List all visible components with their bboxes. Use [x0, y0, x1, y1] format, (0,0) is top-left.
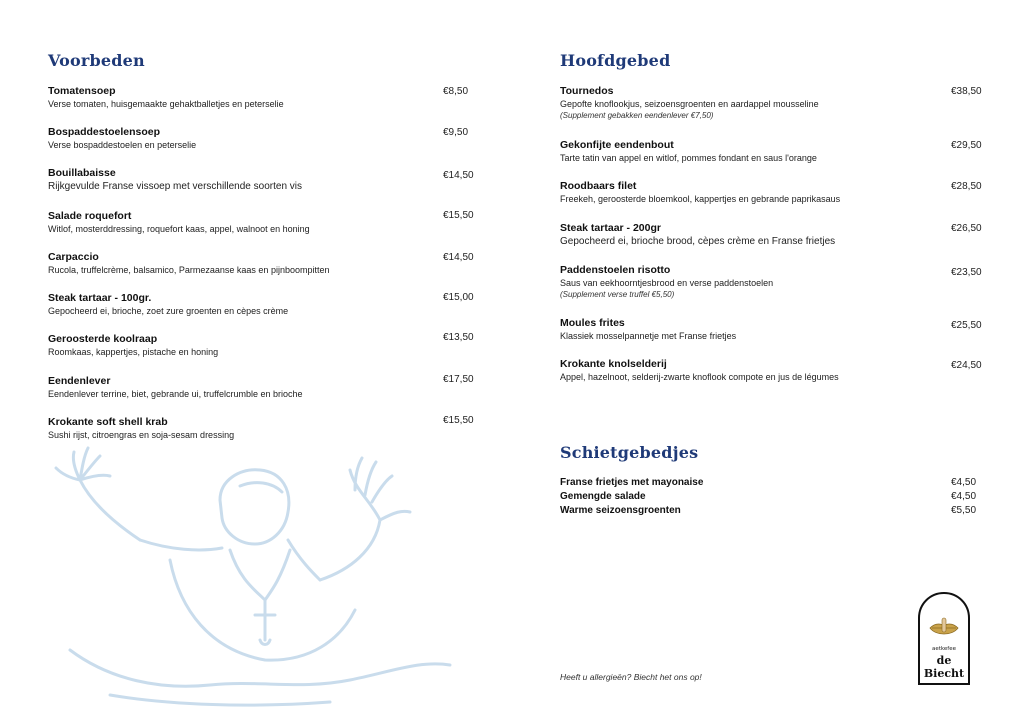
- menu-item: [560, 180, 840, 205]
- item-price: €13,50: [443, 332, 474, 343]
- item-name: Bospaddestoelensoep: [48, 126, 161, 138]
- menu-item: [48, 126, 196, 151]
- item-name: Bouillabaisse: [48, 167, 116, 179]
- side-item-price: €4,50: [951, 477, 977, 488]
- allergy-note: Heeft u allergieën? Biecht het ons op!: [560, 672, 702, 682]
- voorbeden-title: Voorbeden: [48, 51, 145, 70]
- item-price: €14,50: [443, 170, 474, 181]
- menu-item: [560, 358, 839, 383]
- item-desc: Eendenlever terrine, biet, gebrande ui, truffelcrumble en brioche: [48, 389, 303, 399]
- item-price: €23,50: [951, 267, 982, 278]
- item-desc: Rijkgevulde Franse vissoep met verschillende soorten vis: [48, 181, 303, 192]
- item-note: (Supplement verse truffel €5,50): [560, 290, 675, 299]
- item-name: Paddenstoelen risotto: [560, 264, 671, 276]
- item-name: Salade roquefort: [48, 210, 132, 222]
- hoofdgebed-title: Hoofdgebed: [560, 51, 671, 70]
- menu-item: [560, 317, 736, 342]
- menu-item: [48, 416, 234, 441]
- item-desc: Gepocheerd ei, brioche, zoet zure groenten en cèpes crème: [48, 306, 289, 316]
- item-desc: Verse bospaddestoelen en peterselie: [48, 140, 197, 150]
- item-name: Tomatensoep: [48, 85, 116, 97]
- item-price: €15,50: [443, 415, 474, 426]
- item-price: €14,50: [443, 252, 474, 263]
- item-name: Gekonfijte eendenbout: [560, 139, 674, 151]
- item-price: €17,50: [443, 374, 474, 385]
- item-desc: Klassiek mosselpannetje met Franse frietjes: [560, 331, 737, 341]
- menu-item: [560, 139, 817, 164]
- side-item-name: Warme seizoensgroenten: [560, 505, 681, 516]
- menu-item: [48, 292, 288, 317]
- item-price: €26,50: [951, 223, 982, 234]
- item-name: Eendenlever: [48, 375, 111, 387]
- item-name: Carpaccio: [48, 251, 99, 263]
- menu-item: [48, 375, 303, 400]
- item-price: €29,50: [951, 140, 982, 151]
- side-item-name: Gemengde salade: [560, 491, 646, 502]
- item-name: Krokante knolselderij: [560, 358, 667, 370]
- menu-item: [560, 222, 835, 248]
- item-note: (Supplement gebakken eendenlever €7,50): [560, 111, 714, 120]
- item-name: Tournedos: [560, 85, 614, 97]
- item-name: Moules frites: [560, 317, 625, 329]
- menu-item: [48, 167, 302, 193]
- item-name: Geroosterde koolraap: [48, 333, 158, 345]
- item-desc: Roomkaas, kappertjes, pistache en honing: [48, 347, 219, 357]
- item-price: €24,50: [951, 360, 982, 371]
- logo-small-text: aetkefee: [932, 646, 956, 652]
- item-price: €28,50: [951, 181, 982, 192]
- item-desc: Verse tomaten, huisgemaakte gehaktballetjes en peterselie: [48, 99, 284, 109]
- menu-item: [48, 85, 284, 110]
- item-desc: Gepofte knoflookjus, seizoensgroenten en aardappel mousseline: [560, 99, 819, 109]
- item-desc: Witlof, mosterddressing, roquefort kaas, appel, walnoot en honing: [48, 224, 310, 234]
- side-item-name: Franse frietjes met mayonaise: [560, 477, 704, 488]
- menu-item: [560, 85, 819, 121]
- schietgebedjes-title: Schietgebedjes: [560, 443, 699, 462]
- restaurant-logo: [916, 590, 972, 686]
- item-price: €15,50: [443, 210, 474, 221]
- menu-item: [48, 333, 218, 358]
- item-price: €8,50: [443, 86, 469, 97]
- menu-item: [48, 210, 310, 235]
- item-name: Steak tartaar - 100gr.: [48, 292, 152, 304]
- menu-item: [48, 251, 329, 276]
- menu-item: [560, 264, 773, 300]
- monk-illustration: [50, 440, 480, 720]
- item-desc: Rucola, truffelcrème, balsamico, Parmezaanse kaas en pijnboompitten: [48, 265, 330, 275]
- side-item-price: €5,50: [951, 505, 977, 516]
- side-item-price: €4,50: [951, 491, 977, 502]
- item-price: €15,00: [443, 292, 474, 303]
- item-name: Roodbaars filet: [560, 180, 637, 192]
- item-price: €9,50: [443, 127, 469, 138]
- item-desc: Sushi rijst, citroengras en soja-sesam dressing: [48, 430, 235, 440]
- item-name: Steak tartaar - 200gr: [560, 222, 661, 234]
- item-desc: Tarte tatin van appel en witlof, pommes fondant en saus l'orange: [560, 153, 817, 163]
- item-desc: Freekeh, geroosterde bloemkool, kappertjes en gebrande paprikasaus: [560, 194, 841, 204]
- item-desc: Saus van eekhoorntjesbrood en verse paddenstoelen: [560, 278, 774, 288]
- item-name: Krokante soft shell krab: [48, 416, 168, 428]
- item-price: €25,50: [951, 320, 982, 331]
- item-desc: Appel, hazelnoot, selderij-zwarte knoflook compote en jus de légumes: [560, 372, 839, 382]
- logo-name-text: de Biecht: [923, 654, 965, 680]
- item-price: €38,50: [951, 86, 982, 97]
- item-desc: Gepocheerd ei, brioche brood, cèpes crème en Franse frietjes: [560, 236, 836, 247]
